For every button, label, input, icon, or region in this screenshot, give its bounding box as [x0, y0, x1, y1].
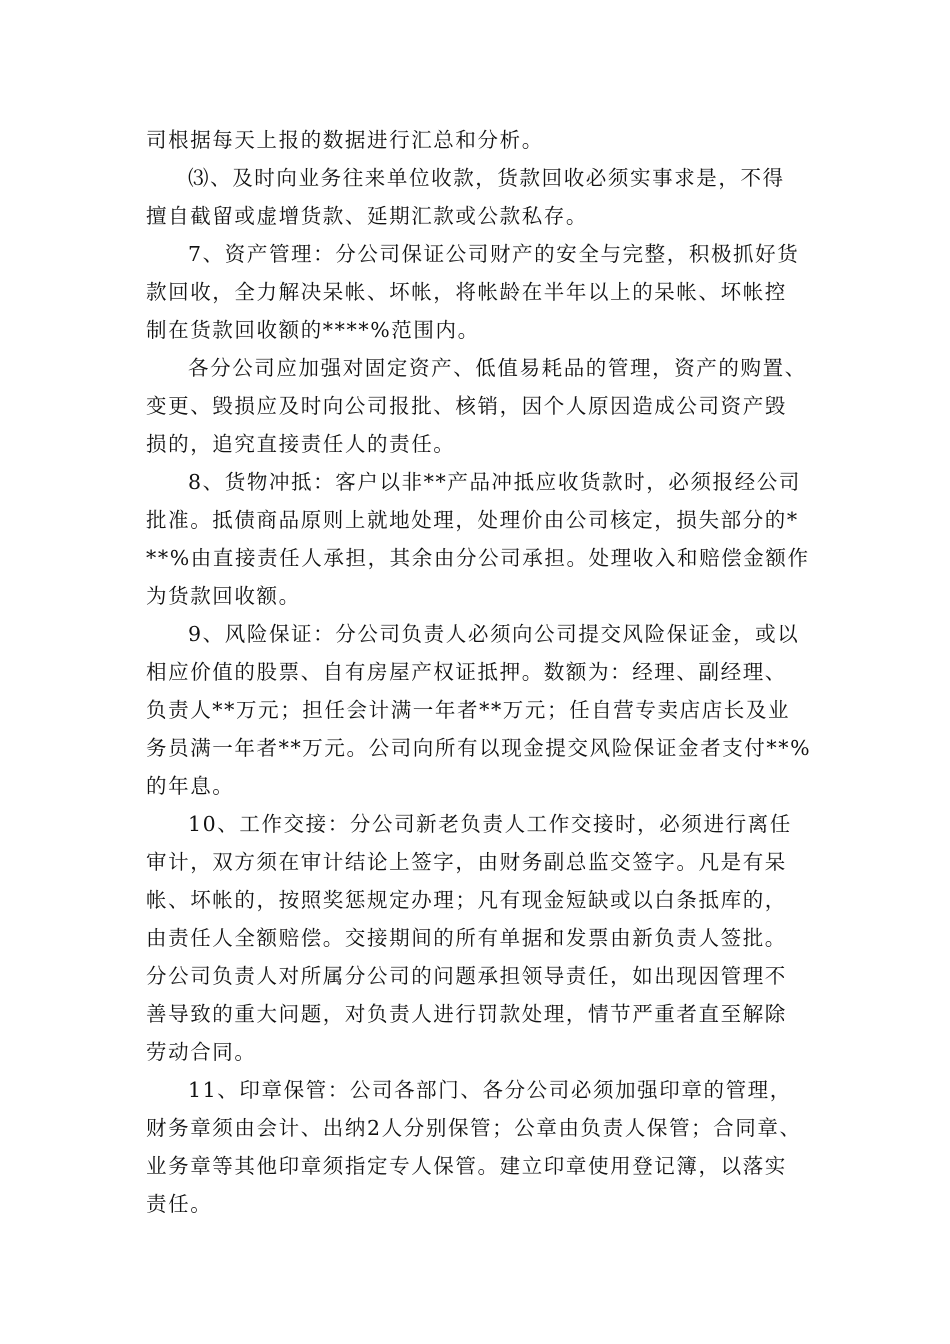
text-line: ⑶、及时向业务往来单位收款，货款回收必须实事求是，不得	[188, 166, 785, 190]
text-line: 财务章须由会计、出纳2人分别保管；公章由负责人保管；合同章、	[146, 1116, 802, 1140]
document-body	[146, 121, 826, 1223]
text-line: 责任。	[146, 1192, 213, 1216]
text-line: 批准。抵债商品原则上就地处理，处理价由公司核定，损失部分的*	[146, 508, 799, 532]
text-line: 各分公司应加强对固定资产、低值易耗品的管理，资产的购置、	[188, 356, 807, 380]
text-line: 审计，双方须在审计结论上签字，由财务副总监交签字。凡是有呆	[146, 850, 787, 874]
text-line: 的年息。	[146, 774, 235, 798]
text-line: 款回收，全力解决呆帐、坏帐，将帐龄在半年以上的呆帐、坏帐控	[146, 280, 787, 304]
text-line: 为货款回收额。	[146, 584, 301, 608]
text-line: 10、工作交接：分公司新老负责人工作交接时，必须进行离任	[188, 812, 792, 836]
text-line: 9、风险保证：分公司负责人必须向公司提交风险保证金，或以	[188, 622, 800, 646]
text-line: 制在货款回收额的****%范围内。	[146, 318, 480, 342]
text-line: 11、印章保管：公司各部门、各分公司必须加强印章的管理，	[188, 1078, 792, 1102]
text-line: 劳动合同。	[146, 1040, 257, 1064]
text-line: 业务章等其他印章须指定专人保管。建立印章使用登记簿，以落实	[146, 1154, 787, 1178]
text-line: 司根据每天上报的数据进行汇总和分析。	[146, 128, 544, 152]
text-line: 善导致的重大问题，对负责人进行罚款处理，情节严重者直至解除	[146, 1002, 787, 1026]
text-line: 8、货物冲抵：客户以非**产品冲抵应收货款时，必须报经公司	[188, 470, 801, 494]
text-line: 擅自截留或虚增货款、延期汇款或公款私存。	[146, 204, 588, 228]
text-line: 损的，追究直接责任人的责任。	[146, 432, 456, 456]
text-line: 务员满一年者**万元。公司向所有以现金提交风险保证金者支付**%	[146, 736, 812, 760]
text-line: 帐、坏帐的，按照奖惩规定办理；凡有现金短缺或以白条抵库的，	[146, 888, 787, 912]
text-line: 负责人**万元；担任会计满一年者**万元；任自营专卖店店长及业	[146, 698, 791, 722]
text-line: **%由直接责任人承担，其余由分公司承担。处理收入和赔偿金额作	[146, 546, 810, 570]
text-line: 相应价值的股票、自有房屋产权证抵押。数额为：经理、副经理、	[146, 660, 787, 684]
text-line: 分公司负责人对所属分公司的问题承担领导责任，如出现因管理不	[146, 964, 787, 988]
text-line: 7、资产管理：分公司保证公司财产的安全与完整，积极抓好货	[188, 242, 800, 266]
text-line: 变更、毁损应及时向公司报批、核销，因个人原因造成公司资产毁	[146, 394, 787, 418]
text-line: 由责任人全额赔偿。交接期间的所有单据和发票由新负责人签批。	[146, 926, 787, 950]
